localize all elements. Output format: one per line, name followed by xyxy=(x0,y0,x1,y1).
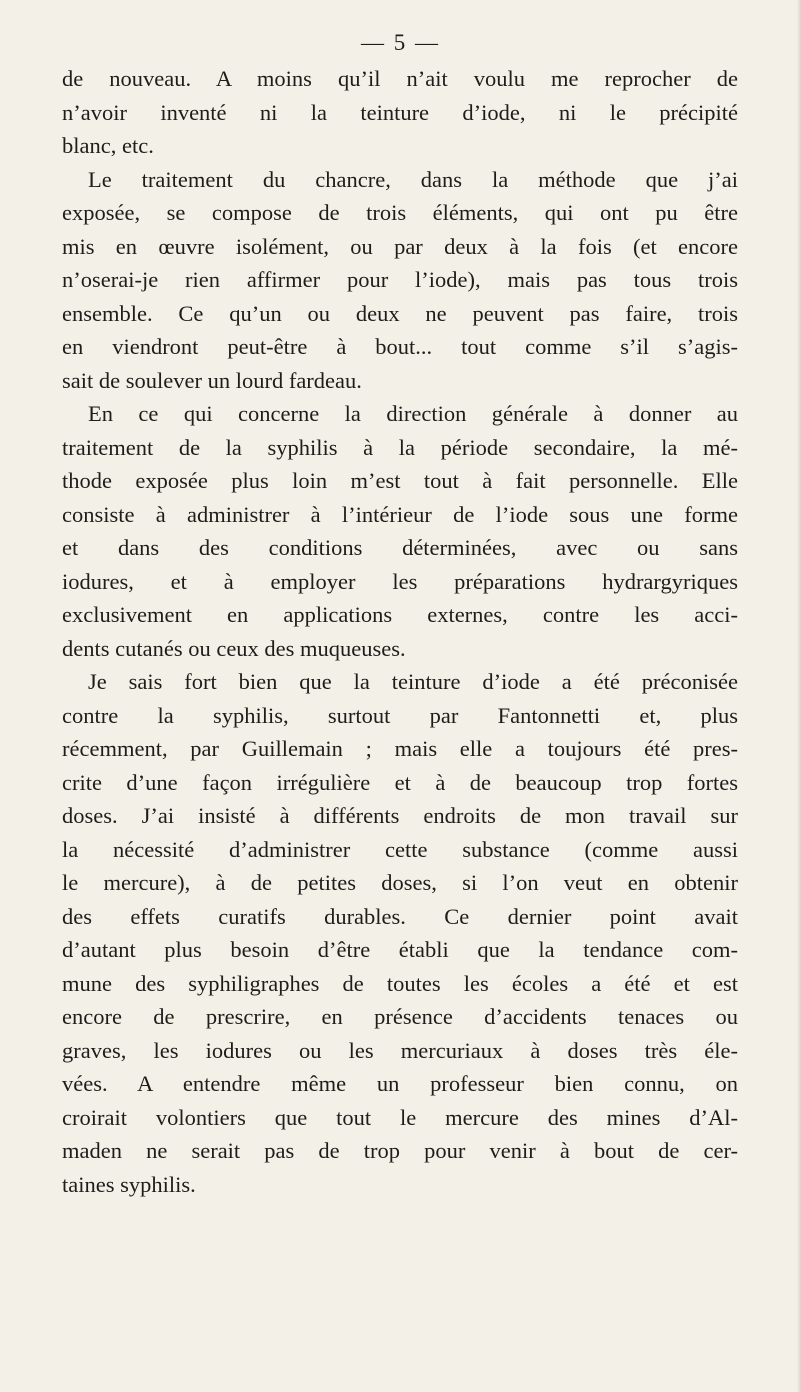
text-line: doses. J’ai insisté à différents endroits de mon travail sur xyxy=(62,803,738,828)
text-line: graves, les iodures ou les mercuriaux à doses très éle- xyxy=(62,1037,738,1063)
text-line: mis en œuvre isolément, ou par deux à la fois (et encore xyxy=(62,233,738,259)
text-line: d’autant plus besoin d’être établi que la tendance com- xyxy=(62,937,738,962)
text-line: n’avoir inventé ni la teinture d’iode, ni le précipité xyxy=(62,99,738,125)
text-line: maden ne serait pas de trop pour venir à bout de cer- xyxy=(62,1138,738,1163)
text-line: exposée, se compose de trois éléments, qui ont pu être xyxy=(62,200,738,225)
page-number-header: — 5 — xyxy=(361,30,440,55)
page-edge xyxy=(797,0,801,1392)
text-line: encore de prescrire, en présence d’accidents tenaces ou xyxy=(62,1004,738,1029)
text-line: ensemble. Ce qu’un ou deux ne peuvent pas faire, trois xyxy=(62,300,738,326)
text-line: sait de soulever un lourd fardeau. xyxy=(62,367,362,393)
text-line: et dans des conditions déterminées, avec ou sans xyxy=(62,535,738,560)
body-text xyxy=(62,62,738,1201)
text-line: iodures, et à employer les préparations hydrargyriques xyxy=(62,568,738,594)
text-line: taines syphilis. xyxy=(62,1171,196,1197)
text-line: n’oserai-je rien affirmer pour l’iode), mais pas tous trois xyxy=(62,267,738,292)
text-line: Je sais fort bien que la teinture d’iode a été préconisée xyxy=(88,669,738,694)
text-line: En ce qui concerne la direction générale à donner au xyxy=(88,401,738,426)
text-line: de nouveau. A moins qu’il n’ait voulu me reprocher de xyxy=(62,66,738,91)
text-line: en viendront peut-être à bout... tout comme s’il s’agis- xyxy=(62,334,738,359)
text-line: la nécessité d’administrer cette substance (comme aussi xyxy=(62,836,738,862)
text-line: blanc, etc. xyxy=(62,133,154,158)
text-line: croirait volontiers que tout le mercure des mines d’Al- xyxy=(62,1104,738,1130)
text-line: consiste à administrer à l’intérieur de l’iode sous une forme xyxy=(62,501,738,527)
text-line: récemment, par Guillemain ; mais elle a toujours été pres- xyxy=(62,736,738,761)
text-line: contre la syphilis, surtout par Fantonnetti et, plus xyxy=(62,702,738,728)
text-line: exclusivement en applications externes, contre les acci- xyxy=(62,602,738,627)
text-line: vées. A entendre même un professeur bien connu, on xyxy=(62,1071,738,1096)
text-line: crite d’une façon irrégulière et à de beaucoup trop fortes xyxy=(62,769,738,795)
text-line: des effets curatifs durables. Ce dernier point avait xyxy=(62,903,738,929)
text-line: mune des syphiligraphes de toutes les écoles a été et est xyxy=(62,970,738,996)
text-line: dents cutanés ou ceux des muqueuses. xyxy=(62,635,406,661)
text-line: traitement de la syphilis à la période secondaire, la mé- xyxy=(62,434,738,460)
text-line: le mercure), à de petites doses, si l’on veut en obtenir xyxy=(62,870,738,895)
text-line: Le traitement du chancre, dans la méthode que j’ai xyxy=(88,166,738,192)
text-line: thode exposée plus loin m’est tout à fait personnelle. Elle xyxy=(62,468,738,493)
